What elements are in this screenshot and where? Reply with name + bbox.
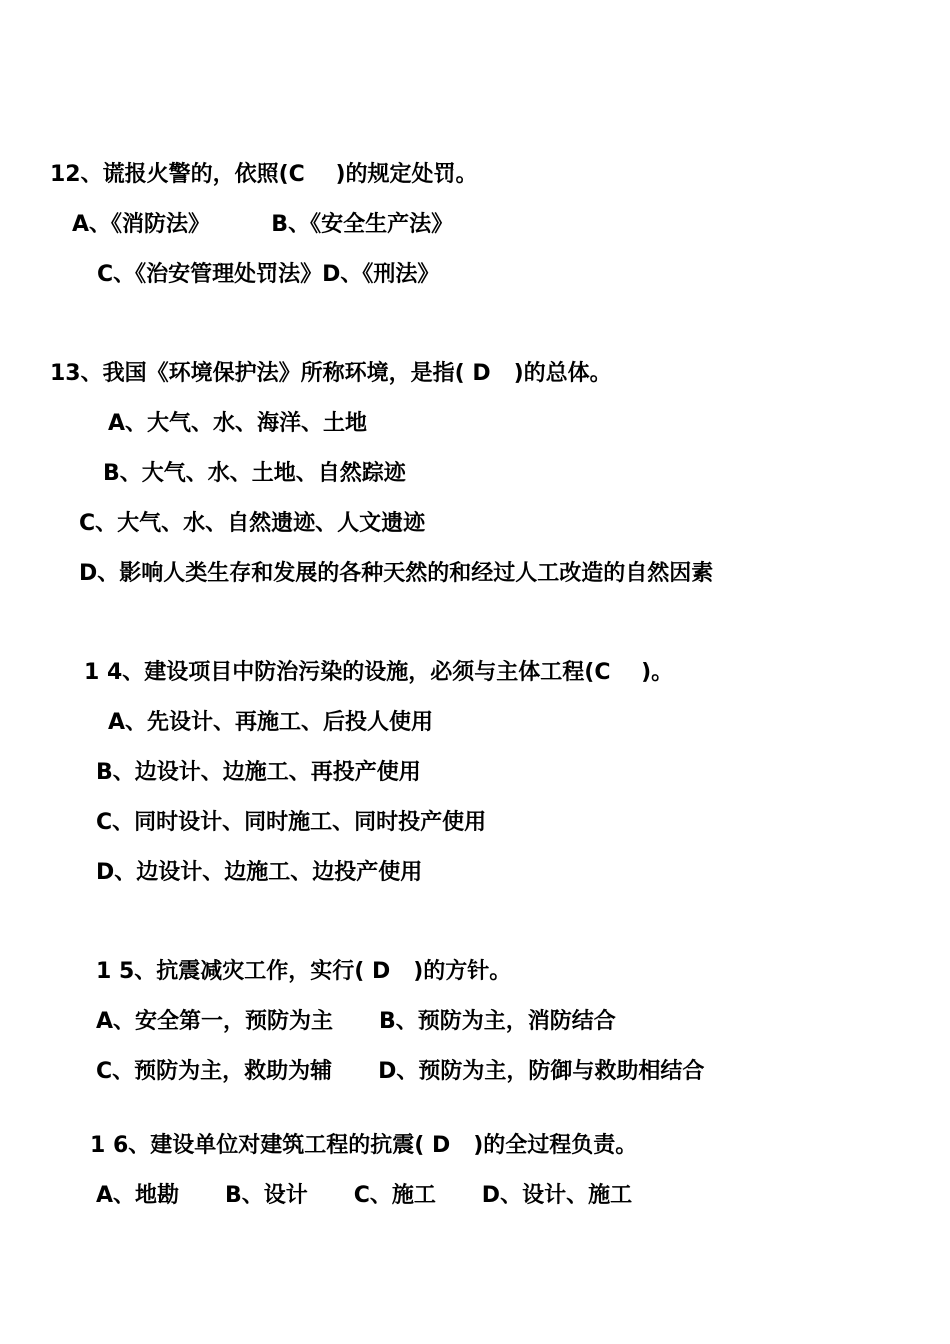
question-13-option-d: D、影响人类生存和发展的各种天然的和经过人工改造的自然因素 — [79, 561, 714, 586]
question-16-stem: 1 6、建设单位对建筑工程的抗震( D )的全过程负责。 — [90, 1133, 638, 1158]
question-14-option-c: C、同时设计、同时施工、同时投产使用 — [96, 810, 487, 835]
question-12-option-line-1: A、《消防法》 B、《安全生产法》 — [72, 212, 454, 237]
question-12-stem: 12、谎报火警的，依照(C )的规定处罚。 — [50, 162, 478, 187]
question-16-option-line-1: A、地勘 B、设计 C、施工 D、设计、施工 — [96, 1183, 633, 1208]
question-12-option-line-2: C、《治安管理处罚法》D、《刑法》 — [97, 262, 440, 287]
question-14-stem: 1 4、建设项目中防治污染的设施，必须与主体工程(C )。 — [84, 660, 674, 685]
question-13-option-a: A、大气、水、海洋、土地 — [108, 411, 368, 436]
question-15-option-line-1: A、安全第一，预防为主 B、预防为主，消防结合 — [96, 1009, 616, 1034]
question-15-option-line-2: C、预防为主，救助为辅 D、预防为主，防御与救助相结合 — [96, 1059, 705, 1084]
question-13-option-c: C、大气、水、自然遗迹、人文遗迹 — [79, 511, 426, 536]
question-13-stem: 13、我国《环境保护法》所称环境，是指( D )的总体。 — [50, 361, 612, 386]
question-14-option-b: B、边设计、边施工、再投产使用 — [96, 760, 421, 785]
question-14-option-a: A、先设计、再施工、后投人使用 — [108, 710, 434, 735]
question-14-option-d: D、边设计、边施工、边投产使用 — [96, 860, 423, 885]
question-13-option-b: B、大气、水、土地、自然踪迹 — [103, 461, 406, 486]
question-15-stem: 1 5、抗震减灾工作，实行( D )的方针。 — [96, 959, 512, 984]
